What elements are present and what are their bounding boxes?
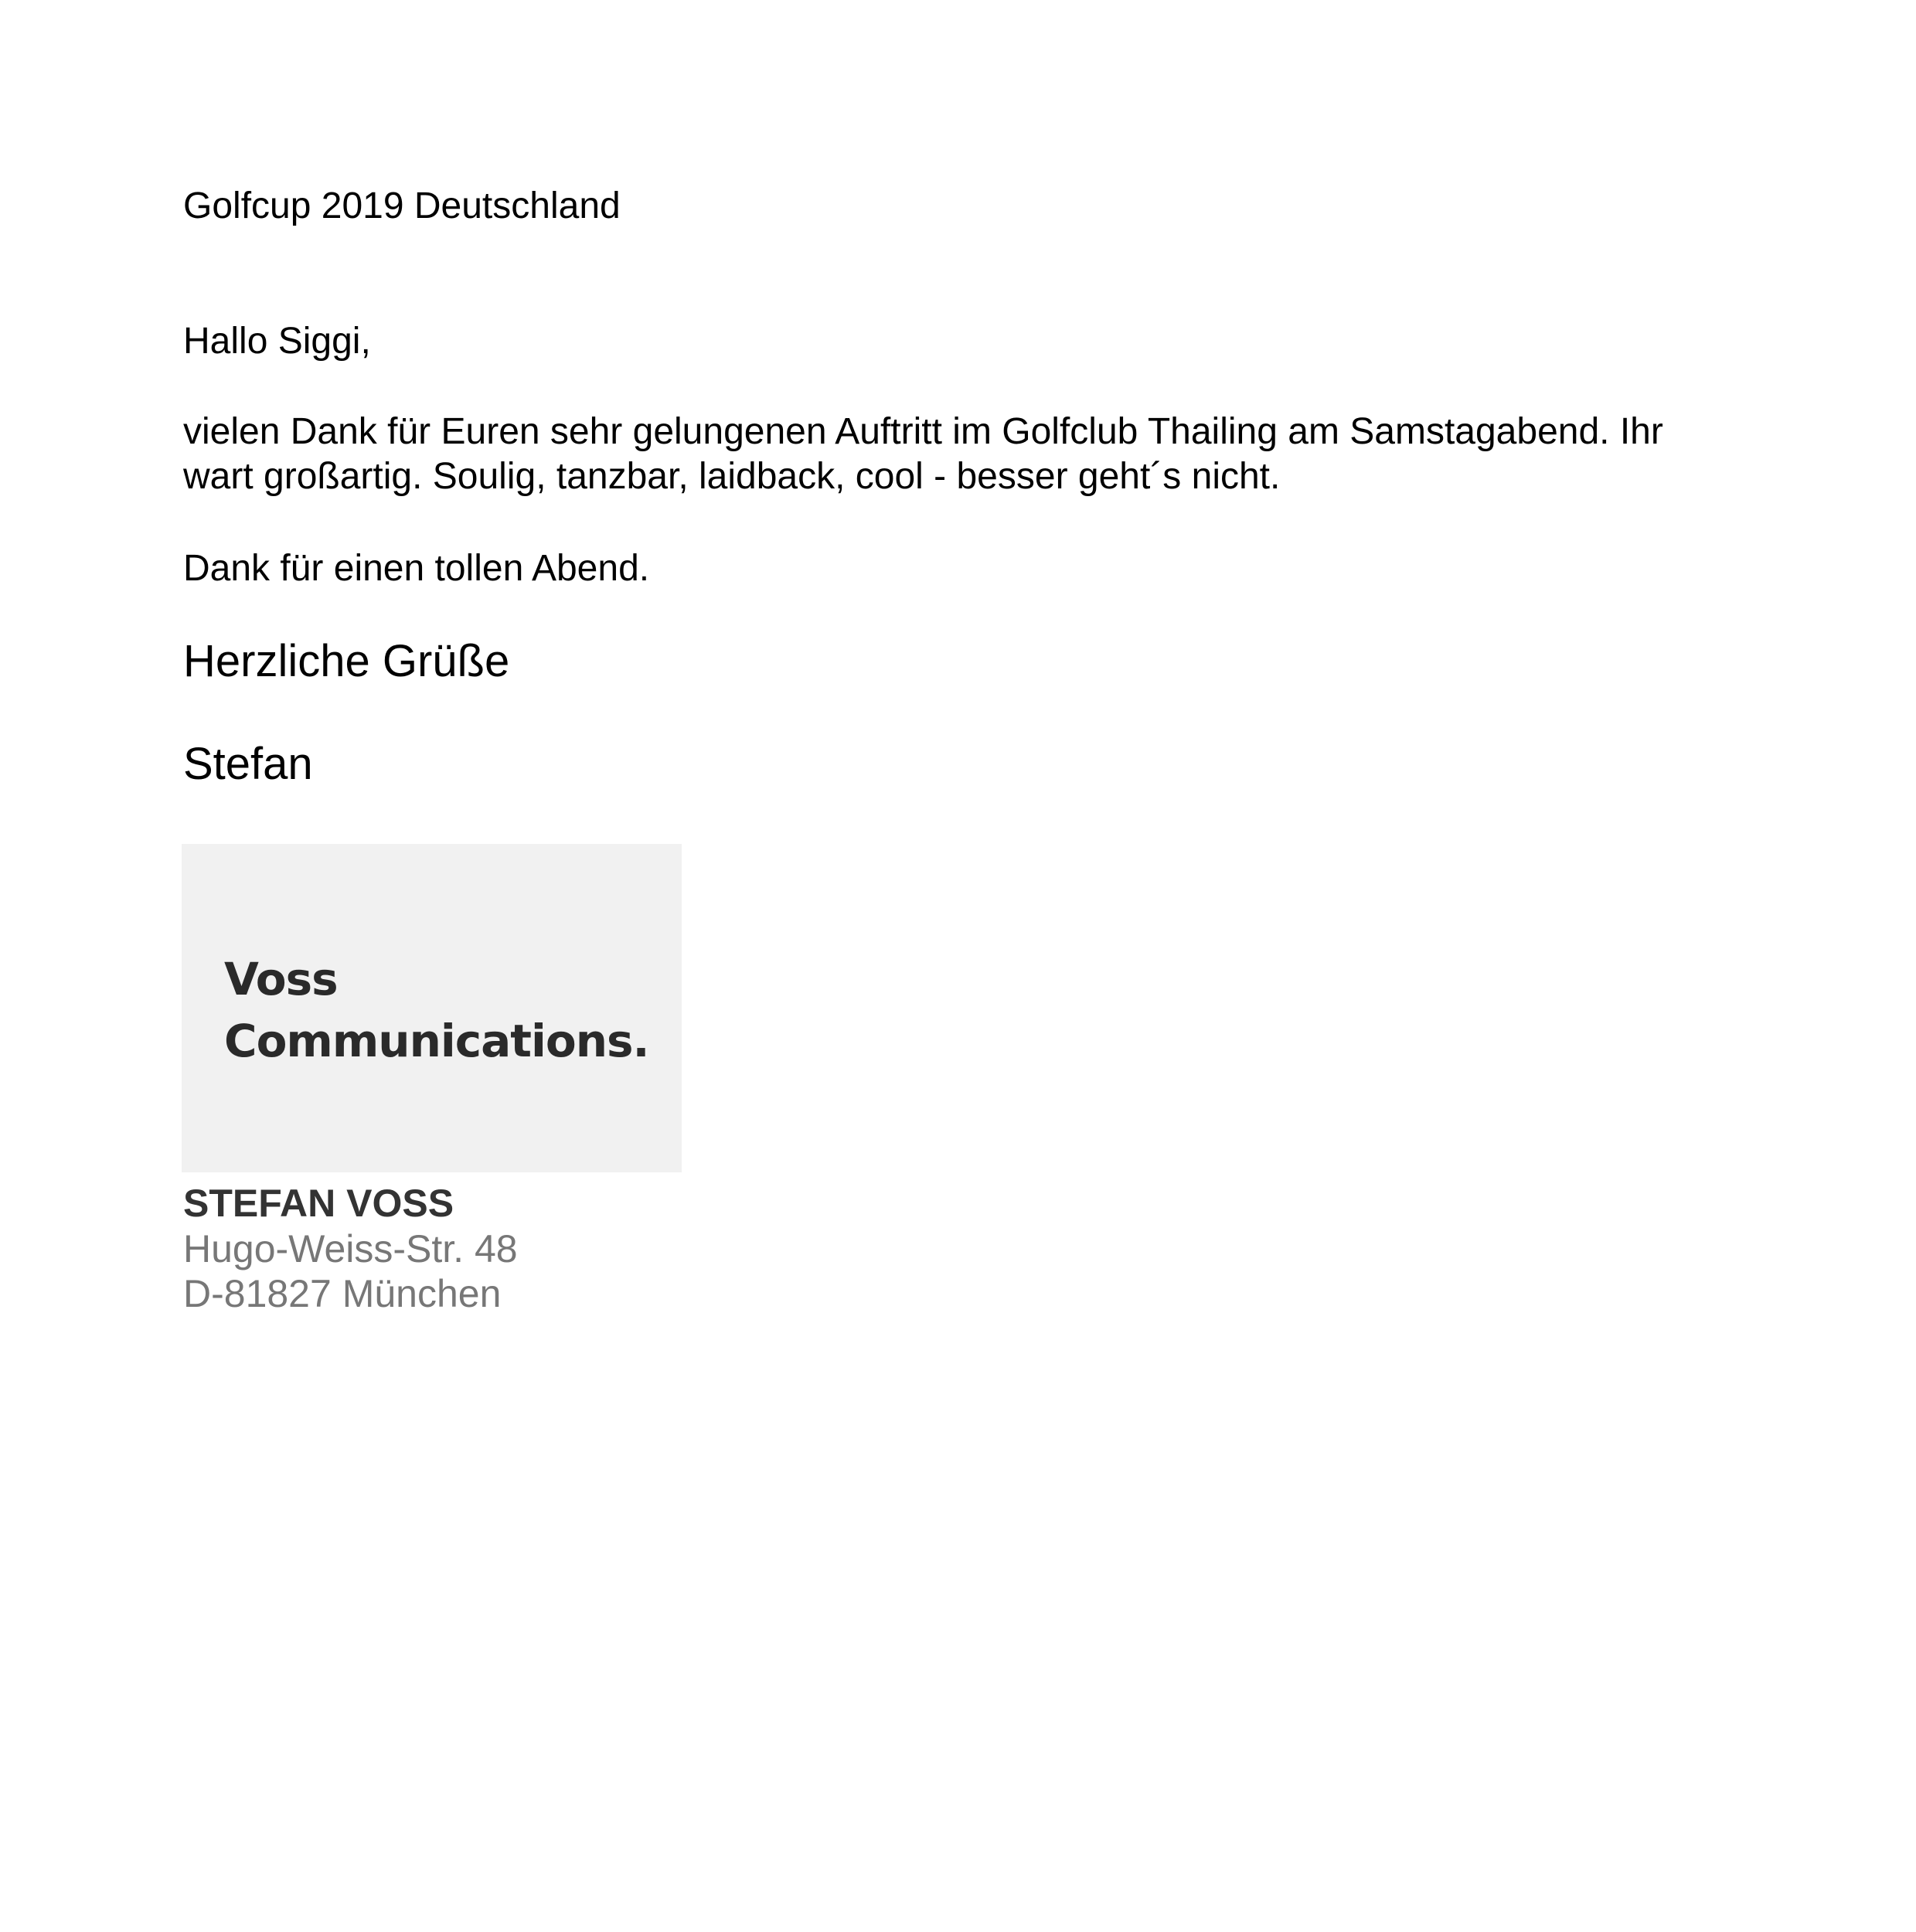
email-closing: Herzliche Grüße (183, 636, 510, 686)
email-signoff: Stefan (183, 739, 313, 789)
logo-line-voss: Voss (224, 953, 338, 1005)
signature-name: STEFAN VOSS (183, 1182, 454, 1225)
email-subject: Golfcup 2019 Deutschland (183, 185, 621, 226)
email-greeting: Hallo Siggi, (183, 321, 371, 362)
signature-street: Hugo-Weiss-Str. 48 (183, 1227, 518, 1270)
logo-line-communications: Communications. (224, 1015, 649, 1067)
signature-city: D-81827 München (183, 1272, 502, 1315)
company-logo-wordmark (224, 948, 649, 1072)
company-logo (182, 844, 682, 1172)
email-paragraph-line: wart großartig. Soulig, tanzbar, laidback, cool - besser geht´s nicht. (183, 456, 1281, 497)
email-paragraph-line: vielen Dank für Euren sehr gelungenen Auftritt im Golfclub Thailing am Samstagabend. Ihr (183, 411, 1663, 452)
email-paragraph-thanks: Dank für einen tollen Abend. (183, 548, 650, 589)
